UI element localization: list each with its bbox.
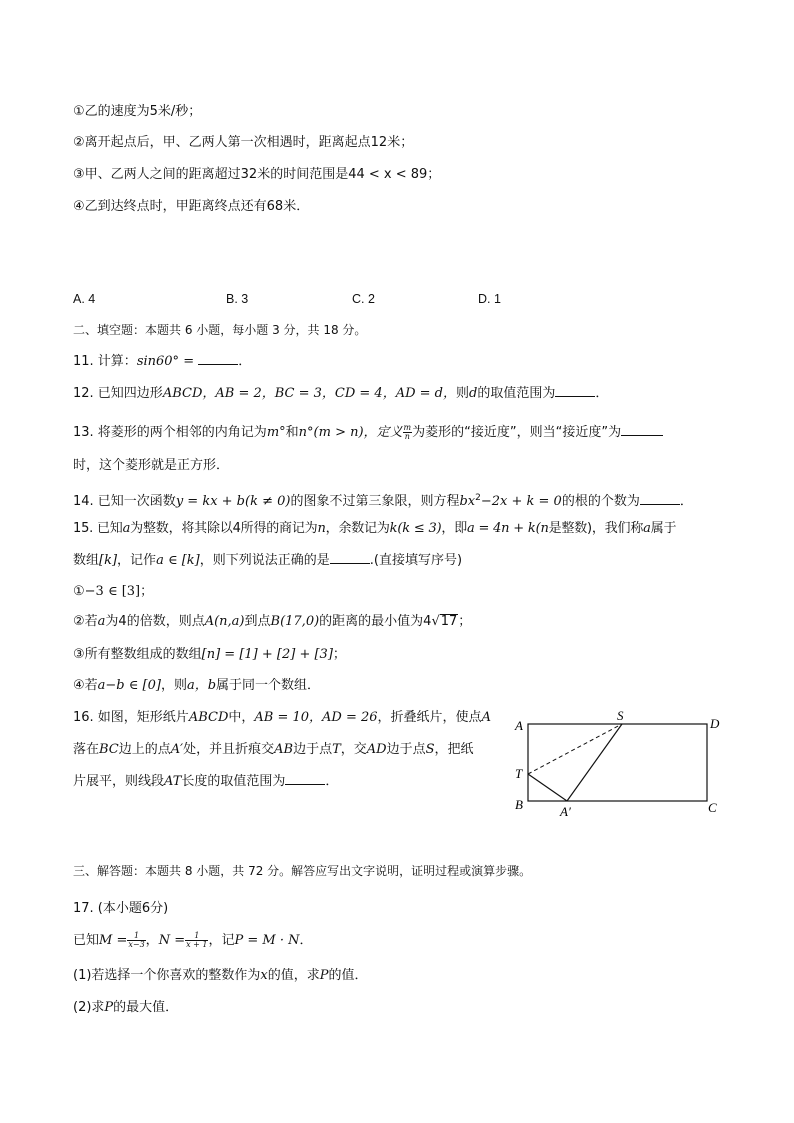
q17-frac-1 [127,932,145,949]
segment-s-aprime [567,724,622,801]
option-b: B. 3 [226,292,249,306]
q15-k1: k(k ≤ 3) [389,521,442,536]
q13-text-a: 13. 将菱形的两个相邻的内角记为 [73,425,267,440]
q13-condition: °(m > n)，定义 [307,425,403,440]
q17-n: N = [158,933,186,948]
q15-a1: a [122,521,131,536]
q15-t3: ，余数记为 [325,521,390,536]
q16-t18: S [425,742,435,757]
question-15-line-2 [73,551,462,570]
statement-2: ②离开起点后，甲、乙两人第一次相遇时，距离起点12米； [73,135,414,150]
q17-p2-b: P [104,1000,114,1015]
label-a-prime: A′ [560,804,571,818]
q16-t9: 边上的点 [118,742,171,757]
q11-expression: sin60° = [136,354,195,369]
q14-eq-a: bx [459,494,476,509]
q12-then: 则 [456,386,470,401]
q16-t16: AD [366,742,387,757]
q15-i3-b: [n] = [1] + [2] + [3] [201,647,333,662]
q15-i4-d: a，b [186,678,217,693]
section-2-header: 二、填空题：本题共 6 小题，每小题 3 分，共 18 分。 [73,323,367,337]
sqrt-sign: √ [431,614,440,629]
q16-t17: 边于点 [386,742,426,757]
q14-function: y = kx + b(k ≠ 0) [175,494,291,509]
label-b: B [515,797,523,812]
q15-i4-b: a−b ∈ [0] [97,678,161,693]
q15-i3-c: ； [332,647,346,662]
q15-n1: n [317,521,326,536]
segment-t-aprime [528,774,567,801]
q17-f1-den: x−3 [128,940,145,949]
q16-t7: 落在 [73,742,100,757]
q15-blank [330,551,370,564]
section-3-header: 三、解答题：本题共 8 小题，共 72 分。解答应写出文字说明，证明过程或演算步骤。 [73,864,532,878]
q17-p: P = M · N [234,933,300,948]
q15-i2-radicand: 17 [440,614,458,629]
q15-t6: 属于 [650,521,677,536]
q15-a2: a [643,521,651,536]
q17-p1-c: 的值，求 [267,968,320,983]
q17-t3: ． [299,933,313,948]
q12-variable: d [469,386,478,401]
q13-frac-den: n [404,432,410,441]
q15-notation: a ∈ [k] [156,553,200,568]
q11-blank [198,352,238,365]
q17-sep: ， [145,933,159,948]
option-a: A. 4 [73,292,96,306]
q15-i4-a: ④若 [73,678,98,693]
q17-m: M = [99,933,128,948]
q16-t14: T [332,742,341,757]
fold-crease-ts [528,724,622,774]
q14-blank [640,492,680,505]
q16-t20: 片展平，则线段 [73,774,165,789]
q12-expression: ABCD，AB = 2，BC = 3，CD = 4，AD = d， [162,386,456,401]
q16-t2: ABCD [188,710,229,725]
q15-i2-end: ； [458,614,472,629]
q13-blank [621,423,663,436]
label-d: D [710,716,720,731]
question-14 [73,489,693,511]
q15-i2-e: 到点 [244,614,271,629]
q15-t9: ，则下列说法正确的是 [199,553,330,568]
q15-t10: .(直接填写序号) [369,553,463,568]
statement-4: ④乙到达终点时，甲距离终点还有68米． [73,199,310,214]
q13-frac-num: m [403,423,412,432]
q13-n: n [298,425,308,440]
q11-prefix: 11. 计算： [73,354,137,369]
q15-item-3 [73,646,346,664]
q16-t6: A [481,710,491,725]
q15-t2: 为整数，将其除以4所得的商记为 [130,521,318,536]
q14-eq-b: −2x + k = 0 [480,494,562,509]
q15-eq: a = 4n + k(n [467,521,549,536]
q11-period: ． [238,354,252,369]
q12-prefix: 12. 已知四边形 [73,386,163,401]
q16-t3: 中， [228,710,255,725]
question-16-line-1 [73,709,491,727]
question-15-line-1 [73,520,676,538]
q16-t21: AT [164,774,182,789]
q17-f2-num: 1 [185,932,208,941]
q14-text: 的图象不过第三象限，则方程 [290,494,460,509]
q13-fraction [403,424,413,441]
question-17-part-1 [73,967,368,985]
q17-f1-num: 1 [127,932,145,941]
q15-i2-d: A(n,a) [204,614,245,629]
q15-t5: 是整数)，我们称 [548,521,644,536]
q14-exponent: 2 [475,493,481,503]
q12-period: ． [595,386,609,401]
q16-t15: ，交 [340,742,367,757]
q15-k2: [k] [99,553,118,568]
question-17-given [73,930,313,952]
q13-text-b: 为菱形的“接近度”，则当“接近度”为 [412,425,622,440]
q16-t1: 16. 如图，矩形纸片 [73,710,189,725]
q15-t4: ，即 [441,521,467,536]
q15-item-2 [73,613,471,631]
q15-i2-b: a [97,614,106,629]
q17-p1-b: x [260,968,268,983]
question-17-part-2 [73,999,178,1017]
question-12 [73,384,608,403]
q17-f2-den: x + 1 [186,940,208,949]
q15-i2-c: 为4的倍数，则点 [105,614,205,629]
q16-t11: 处，并且折痕交 [183,742,275,757]
q16-t22: 长度的取值范围为 [181,774,286,789]
q14-period: ． [679,494,693,509]
q17-t2: ，记 [208,933,235,948]
q14-text-2: 的根的个数为 [561,494,640,509]
q16-t4: AB = 10，AD = 26 [254,710,378,725]
q17-p2-c: 的最大值． [113,1000,179,1015]
q17-p1-d: P [319,968,329,983]
option-c: C. 2 [352,292,375,306]
statement-3: ③甲、乙两人之间的距离超过32米的时间范围是44 < x < 89； [73,167,441,182]
q16-t5: ，折叠纸片，使点 [377,710,482,725]
q15-i4-c: ，则 [160,678,187,693]
q17-p2-a: (2)求 [73,1000,105,1015]
q15-i2-g: 的距离的最小值为4 [319,614,432,629]
label-s: S [617,708,624,723]
q13-deg-and: °和 [279,425,299,440]
label-a: A [515,718,523,733]
q15-i3-a: ③所有整数组成的数组 [73,647,202,662]
rectangle-fold-figure [505,706,730,818]
q12-text: 的取值范围为 [477,386,556,401]
q16-t12: AB [274,742,294,757]
q17-p1-e: 的值． [328,968,368,983]
question-13-line-1 [73,423,663,442]
question-17-title: 17. (本小题6分) [73,901,169,916]
question-11 [73,352,251,371]
q15-item-4 [73,677,320,695]
label-c: C [708,800,717,815]
q15-i2-f: B(17,0) [270,614,320,629]
option-d: D. 1 [478,292,501,306]
q17-p1-a: (1)若选择一个你喜欢的整数作为 [73,968,261,983]
q16-t8: BC [99,742,119,757]
q16-t19: ，把纸 [434,742,474,757]
question-16-line-3 [73,772,338,791]
label-t: T [515,766,523,781]
question-13-line-2: 时，这个菱形就是正方形． [73,458,230,473]
rectangle-abcd [528,724,707,801]
statement-1: ①乙的速度为5米/秒； [73,104,202,119]
q16-blank [285,772,325,785]
q15-t8: ，记作 [117,553,157,568]
q15-t1: 15. 已知 [73,521,123,536]
q14-prefix: 14. 已知一次函数 [73,494,176,509]
q15-item-1: ①−3 ∈ [3]； [73,584,154,599]
q12-blank [555,384,595,397]
q13-m: m [266,425,280,440]
q15-i2-a: ②若 [73,614,98,629]
q16-t23: ． [325,774,339,789]
question-16-line-2 [73,741,474,759]
q16-t13: 边于点 [293,742,333,757]
q17-frac-2 [185,932,208,949]
q15-i4-e: 属于同一个数组． [216,678,321,693]
q15-t7: 数组 [73,553,100,568]
q16-t10: A′ [170,742,184,757]
q17-t1: 已知 [73,933,100,948]
